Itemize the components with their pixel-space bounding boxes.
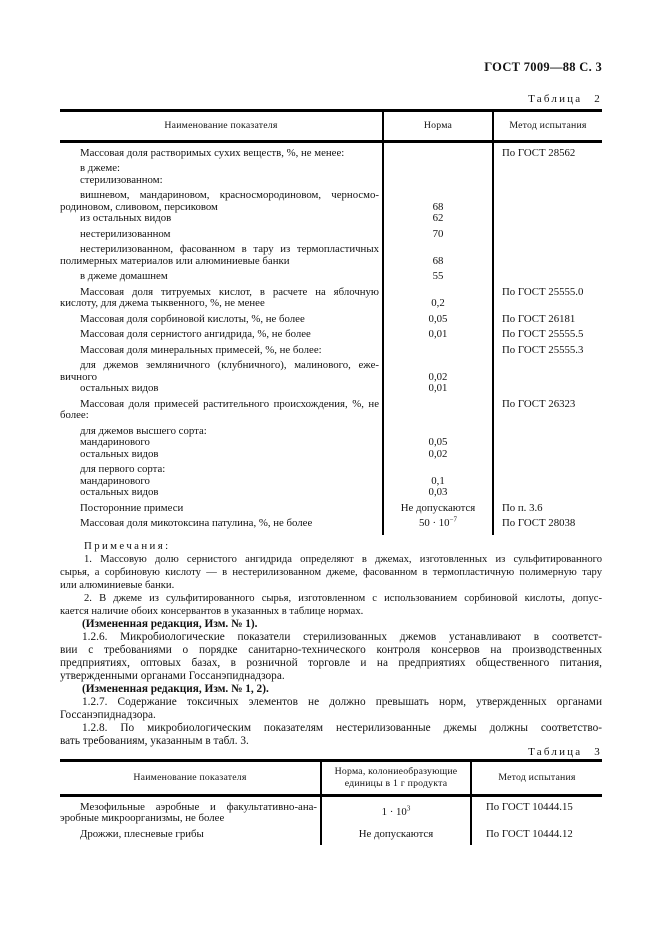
norm-value: 68 <box>432 200 444 213</box>
table-row <box>60 175 602 187</box>
table-row <box>60 383 602 395</box>
indicator-line: кислоту, для джема тыквенного, %, не менее <box>60 297 265 309</box>
paragraph-line: 1.2.7. Содержание токсичных элементов не должно превышать норм, утвержденных органами <box>82 696 602 708</box>
indicator-line: для джемов высшего сорта: <box>80 424 207 437</box>
indicator-cell <box>60 797 320 825</box>
method-value: По ГОСТ 25555.5 <box>502 328 584 340</box>
paragraph <box>60 683 602 696</box>
column-header <box>382 112 494 140</box>
paragraph-line: 1.2.8. По микробиологическим показателям нестерилизованные джемы должны соответство- <box>82 722 602 734</box>
table-row <box>60 514 602 530</box>
norm-cell <box>382 449 494 461</box>
paragraph-line: Госсанэпиднадзора. <box>60 709 156 721</box>
indicator-line: Дрожжи, плесневые грибы <box>80 827 204 840</box>
norm-cell <box>382 356 494 383</box>
method-cell <box>494 325 602 341</box>
norm-cell <box>382 159 494 175</box>
norm-value: 55 <box>432 270 444 282</box>
indicator-line: остальных видов <box>80 382 159 394</box>
indicator-cell <box>60 460 382 476</box>
paragraph <box>60 696 602 722</box>
column-header-line: Метод испытания <box>498 772 576 783</box>
indicator-cell <box>60 143 382 159</box>
indicator-line: полимерных материалов или алюминиевые банки <box>60 254 290 267</box>
method-cell <box>472 825 602 841</box>
indicator-line: Посторонние примеси <box>80 501 184 514</box>
paragraph <box>60 722 602 748</box>
paragraph-line: 1.2.6. Микробиологические показатели стерилизованных джемов устанавливают в соответст- <box>82 631 602 643</box>
indicator-line: Массовая доля примесей растительного происхождения, %, не <box>80 397 379 410</box>
indicator-cell <box>60 356 382 383</box>
table-row <box>60 460 602 476</box>
indicator-line: для джемов земляничного (клубничного), малинового, еже- <box>80 359 379 371</box>
table-row <box>60 356 602 383</box>
column-header-line: единицы в 1 г продукта <box>344 778 448 789</box>
table-row <box>60 437 602 449</box>
indicator-cell <box>60 825 320 841</box>
indicator-line: Массовая доля растворимых сухих веществ, %, не менее: <box>80 146 345 159</box>
method-value: По ГОСТ 28562 <box>502 146 576 159</box>
norm-cell <box>382 186 494 213</box>
paragraph <box>60 553 602 592</box>
norm-cell <box>382 341 494 357</box>
norm-value: 0,1 <box>431 474 445 487</box>
method-cell <box>494 487 602 499</box>
indicator-line: стерилизованном: <box>80 173 163 186</box>
paragraph-line: утвержденными органами Госсанэпиднадзора. <box>60 670 285 682</box>
norm-value: 0,02 <box>428 447 448 460</box>
norm-exponent: 3 <box>406 804 411 813</box>
indicator-cell <box>60 449 382 461</box>
column-header-line: Норма <box>423 120 453 131</box>
norm-exponent: −7 <box>449 515 458 524</box>
method-cell <box>494 240 602 267</box>
indicator-line: эробные микроорганизмы, не более <box>60 812 225 824</box>
table-bottom-spacer <box>60 530 602 535</box>
column-header-line: Наименование показателя <box>164 120 278 131</box>
table3-caption: Таблица 3 <box>528 746 602 758</box>
indicator-cell <box>60 267 382 283</box>
norm-value: 0,02 <box>428 370 448 383</box>
table-row <box>60 159 602 175</box>
method-cell <box>494 341 602 357</box>
norm-cell <box>382 325 494 341</box>
paragraph-line: кается наличие обоих консервантов в указанных в таблице нормах. <box>60 606 364 617</box>
norm-value: Не допускаются <box>358 827 434 840</box>
method-cell <box>494 225 602 241</box>
method-cell <box>494 283 602 310</box>
indicator-cell <box>60 310 382 326</box>
norm-value: 68 <box>432 254 444 267</box>
indicator-line: вичного <box>60 370 98 383</box>
notes-section <box>60 540 602 748</box>
method-value: По ГОСТ 10444.15 <box>486 800 573 813</box>
indicator-cell <box>60 240 382 267</box>
indicator-cell <box>60 186 382 213</box>
norm-cell <box>382 514 494 530</box>
method-value: По ГОСТ 26323 <box>502 397 576 410</box>
table-row <box>60 499 602 515</box>
method-value: По ГОСТ 26181 <box>502 312 576 325</box>
table-row <box>60 825 602 841</box>
indicator-line: мандаринового <box>80 436 150 448</box>
paragraph-line: вать требованиям, указанным в табл. 3. <box>60 735 249 747</box>
method-cell <box>494 437 602 449</box>
table-row <box>60 213 602 225</box>
table-row <box>60 341 602 357</box>
paragraph <box>60 592 602 618</box>
paragraph <box>60 631 602 683</box>
method-cell <box>494 449 602 461</box>
indicator-cell <box>60 283 382 310</box>
norm-cell <box>382 175 494 187</box>
spacer <box>494 530 602 535</box>
indicator-line: для первого сорта: <box>80 463 166 475</box>
method-value: По ГОСТ 25555.3 <box>502 343 584 356</box>
method-cell <box>494 395 602 422</box>
indicator-cell <box>60 341 382 357</box>
indicator-line: в джеме домашнем <box>80 270 168 282</box>
norm-cell <box>382 499 494 515</box>
norm-cell <box>382 487 494 499</box>
indicator-line: Мезофильные аэробные и факультативно-ана- <box>80 800 317 813</box>
table-row <box>60 797 602 825</box>
notes-heading: Примечания: <box>84 540 171 552</box>
method-cell <box>494 159 602 175</box>
method-cell <box>494 186 602 213</box>
norm-cell <box>382 240 494 267</box>
indicator-line: вишневом, мандариновом, красносмородиновом, черносмо- <box>80 189 379 201</box>
table-row <box>60 267 602 283</box>
method-value: По п. 3.6 <box>502 501 543 514</box>
indicator-line: мандаринового <box>80 474 150 487</box>
norm-cell <box>382 395 494 422</box>
table-row <box>60 449 602 461</box>
norm-cell <box>382 283 494 310</box>
table-header-row <box>60 759 602 797</box>
indicator-cell <box>60 225 382 241</box>
indicator-cell <box>60 395 382 422</box>
norm-cell <box>382 310 494 326</box>
table-row <box>60 143 602 159</box>
column-header-line: Метод испытания <box>509 120 587 131</box>
indicator-line: Массовая доля сорбиновой кислоты, %, не более <box>80 312 305 325</box>
norm-cell <box>382 437 494 449</box>
norm-value: $1 \cdot 10^3$ <box>381 804 411 819</box>
norm-value: 0,05 <box>428 436 448 448</box>
indicator-line: нестерилизованном <box>80 227 171 240</box>
page-header: ГОСТ 7009—88 С. 3 <box>484 60 602 74</box>
indicator-line: Массовая доля титруемых кислот, в расчете на яблочную <box>80 285 379 298</box>
norm-cell <box>382 225 494 241</box>
method-cell <box>494 267 602 283</box>
method-cell <box>494 422 602 438</box>
indicator-line: Массовая доля минеральных примесей, %, не более: <box>80 343 322 356</box>
indicator-cell <box>60 213 382 225</box>
indicator-cell <box>60 159 382 175</box>
indicator-line: из остальных видов <box>80 212 172 224</box>
indicator-cell <box>60 499 382 515</box>
indicator-cell <box>60 437 382 449</box>
table-row <box>60 225 602 241</box>
indicator-line: остальных видов <box>80 447 159 460</box>
paragraph-line: (Измененная редакция, Изм. № 1, 2). <box>82 683 269 695</box>
norm-value: 0,03 <box>428 486 448 498</box>
table2 <box>60 109 602 535</box>
indicator-cell <box>60 175 382 187</box>
column-header <box>320 762 472 794</box>
table-header-row <box>60 109 602 143</box>
method-cell <box>494 460 602 476</box>
norm-value: $50 \cdot 10^{-7}$ <box>418 515 458 529</box>
table-row <box>60 310 602 326</box>
method-cell <box>472 797 602 825</box>
method-cell <box>494 175 602 187</box>
norm-cell <box>382 422 494 438</box>
norm-value: 0,01 <box>428 382 448 394</box>
method-value: По ГОСТ 10444.12 <box>486 827 573 840</box>
table-bottom-spacer <box>60 840 602 845</box>
norm-value: 62 <box>432 212 444 224</box>
spacer <box>472 840 602 845</box>
table2-caption: Таблица 2 <box>528 93 602 105</box>
table-row <box>60 487 602 499</box>
indicator-cell <box>60 383 382 395</box>
column-header-line: Наименование показателя <box>133 772 247 783</box>
paragraph-line: сырья, а сорбиновую кислоту — в нестерилизованном джеме, фасованном в термопластичную полимерную тару <box>60 567 602 578</box>
method-cell <box>494 499 602 515</box>
norm-cell <box>382 267 494 283</box>
paragraph-line: предприятиях, оптовых базах, в розничной торговле и на предприятиях общественного питания, <box>60 657 602 669</box>
column-header <box>60 762 320 794</box>
indicator-line: Массовая доля сернистого ангидрида, %, не более <box>80 328 311 340</box>
indicator-line: родиновом, сливовом, персиковом <box>60 200 218 213</box>
indicator-line: нестерилизованном, фасованном в тару из термопластичных <box>80 243 379 255</box>
paragraph <box>60 618 602 631</box>
column-header-line: Норма, колониеобразующие <box>334 766 458 777</box>
method-cell <box>494 476 602 488</box>
paragraph-line: вии с требованиями о порядке санитарно-технического контроля консервов на производственных <box>60 644 602 656</box>
table-row <box>60 422 602 438</box>
norm-value: Не допускаются <box>400 501 476 514</box>
method-cell <box>494 383 602 395</box>
method-value: По ГОСТ 28038 <box>502 517 576 529</box>
norm-value: 0,05 <box>428 312 448 325</box>
paragraph-line: 1. Массовую долю сернистого ангидрида определяют в джемах, изготовленных из сульфитированного <box>84 554 602 565</box>
indicator-cell <box>60 325 382 341</box>
table-row <box>60 395 602 422</box>
spacer <box>60 530 382 535</box>
indicator-cell <box>60 514 382 530</box>
paragraph-line: или алюминиевые банки. <box>60 580 175 591</box>
column-header <box>60 112 382 140</box>
method-cell <box>494 356 602 383</box>
spacer <box>60 840 320 845</box>
method-cell <box>494 310 602 326</box>
indicator-line: Массовая доля микотоксина патулина, %, не более <box>80 517 313 529</box>
method-cell <box>494 213 602 225</box>
paragraph-line: (Измененная редакция, Изм. № 1). <box>82 618 258 630</box>
method-cell <box>494 514 602 530</box>
norm-cell <box>382 143 494 159</box>
column-header <box>472 762 602 794</box>
table-row <box>60 325 602 341</box>
method-value: По ГОСТ 25555.0 <box>502 285 584 298</box>
norm-value: 0,2 <box>431 297 445 309</box>
norm-value: 70 <box>432 227 444 240</box>
indicator-line: остальных видов <box>80 486 159 498</box>
paragraph-line: 2. В джеме из сульфитированного сырья, изготовленном с использованием сорбиновой кислоты, допус- <box>84 593 602 604</box>
table-row <box>60 240 602 267</box>
indicator-line: более: <box>60 409 89 421</box>
indicator-cell <box>60 422 382 438</box>
table-row <box>60 283 602 310</box>
norm-cell <box>320 825 472 841</box>
norm-cell <box>382 213 494 225</box>
norm-cell <box>382 460 494 476</box>
norm-cell <box>382 383 494 395</box>
norm-cell <box>320 797 472 825</box>
method-cell <box>494 143 602 159</box>
table3 <box>60 759 602 845</box>
indicator-cell <box>60 487 382 499</box>
spacer <box>320 840 472 845</box>
indicator-line: в джеме: <box>80 162 121 174</box>
table-row <box>60 186 602 213</box>
spacer <box>382 530 494 535</box>
norm-value: 0,01 <box>428 328 448 340</box>
column-header <box>494 112 602 140</box>
